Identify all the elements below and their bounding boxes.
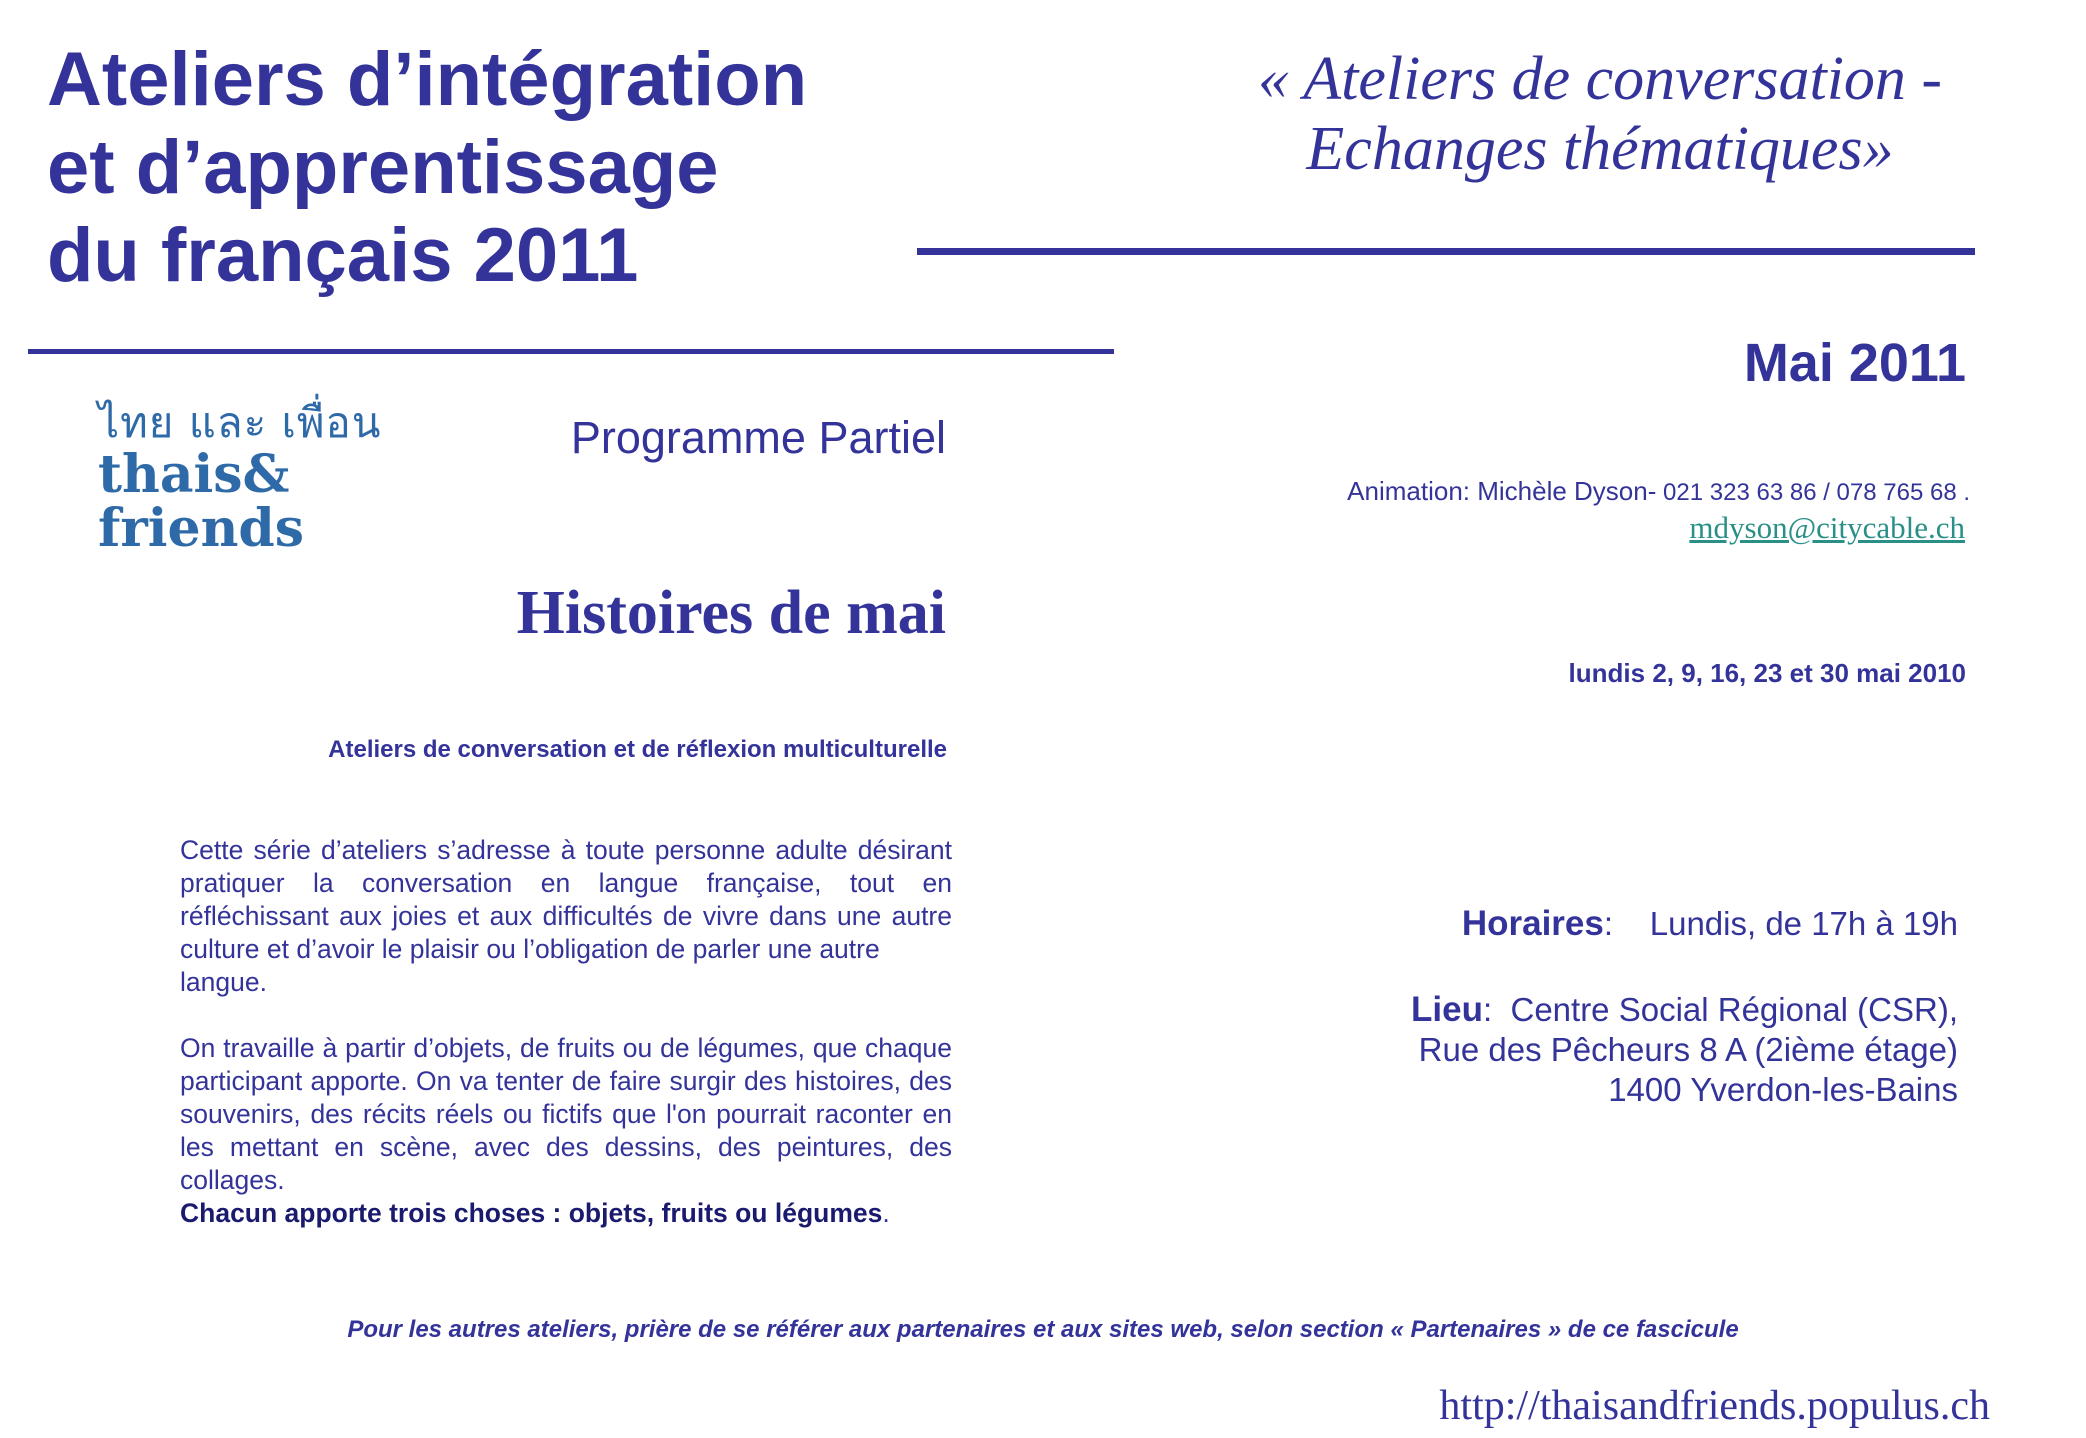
location-address-3: 1400 Yverdon-les-Bains (1608, 1071, 1958, 1108)
workshop-subtitle: Ateliers de conversation et de réflexion multiculturelle (328, 736, 947, 763)
description-paragraph-1: Cette série d’ateliers s’adresse à toute personne adulte désirant pratiquer la conversation en langue française, tout en réfléchissant aux joies et aux difficultés de vivre dans une autre culture et d’avoir le plaisir ou l’obligation de parler une autre (180, 835, 952, 964)
description-paragraph-1-end: langue. (180, 967, 267, 997)
logo-thai-text: ไทย และ เพื่อน (98, 398, 382, 447)
main-title-line-1: Ateliers d’intégration (47, 37, 808, 122)
animation-label: Animation: Michèle Dyson- (1347, 476, 1657, 506)
location-address-1: Centre Social Régional (CSR), (1510, 991, 1958, 1028)
schedule-value: Lundis, de 17h à 19h (1649, 905, 1958, 942)
location-address-2: Rue des Pêcheurs 8 A (2ième étage) (1418, 1031, 1958, 1068)
footer-note: Pour les autres ateliers, prière de se référer aux partenaires et aux sites web, selon section « Partenaires » de ce fascicule (347, 1316, 1739, 1343)
paragraph-spacer (180, 999, 952, 1032)
header-divider-left (28, 349, 1114, 354)
description-bold-line (180, 1197, 952, 1230)
location-colon: : (1482, 991, 1493, 1028)
bold-line-text: Chacun apporte trois choses : objets, fruits ou légumes (180, 1198, 883, 1228)
header-divider-right (917, 248, 1975, 255)
programme-label: Programme Partiel (570, 412, 946, 463)
schedule-label: Horaires (1461, 904, 1604, 943)
session-dates: lundis 2, 9, 16, 23 et 30 mai 2010 (1568, 658, 1966, 688)
website-url[interactable]: http://thaisandfriends.populus.ch (1439, 1383, 1990, 1429)
thais-friends-logo (98, 398, 382, 566)
logo-word-line-1: thais& (98, 444, 290, 505)
quote-title-line-1: « Ateliers de conversation - (1257, 45, 1943, 113)
contact-email-link[interactable]: mdyson@citycable.ch (1689, 510, 1965, 545)
schedule-info (1462, 904, 1958, 944)
main-title-line-2: et d’apprentissage (47, 125, 719, 210)
logo-word-line-2: friends (98, 498, 305, 559)
quote-title-line-2: Echanges thématiques» (1306, 115, 1894, 183)
location-line-1 (1411, 990, 1958, 1030)
main-title (47, 36, 927, 300)
location-label: Lieu (1411, 990, 1483, 1029)
main-title-line-3: du français 2011 (47, 213, 639, 298)
animation-contact (1347, 476, 1970, 507)
month-heading: Mai 2011 (1743, 333, 1966, 393)
contact-phones: 021 323 63 86 / 078 765 68 . (1656, 479, 1970, 506)
schedule-colon: : (1603, 905, 1614, 942)
description-text (180, 834, 952, 1230)
quote-title (1180, 44, 2020, 184)
description-paragraph-2: On travaille à partir d’objets, de fruits ou de légumes, que chaque participant apporte. On va tenter de faire surgir des histoires, des souvenirs, des récits réels ou fictifs que l'on pourrait raconter en les mettant en scène, avec des dessins, des peintures, des collages. (180, 1033, 952, 1195)
story-title: Histoires de mai (516, 579, 946, 647)
location-info (1411, 990, 1958, 1110)
bold-line-end: . (882, 1198, 890, 1228)
